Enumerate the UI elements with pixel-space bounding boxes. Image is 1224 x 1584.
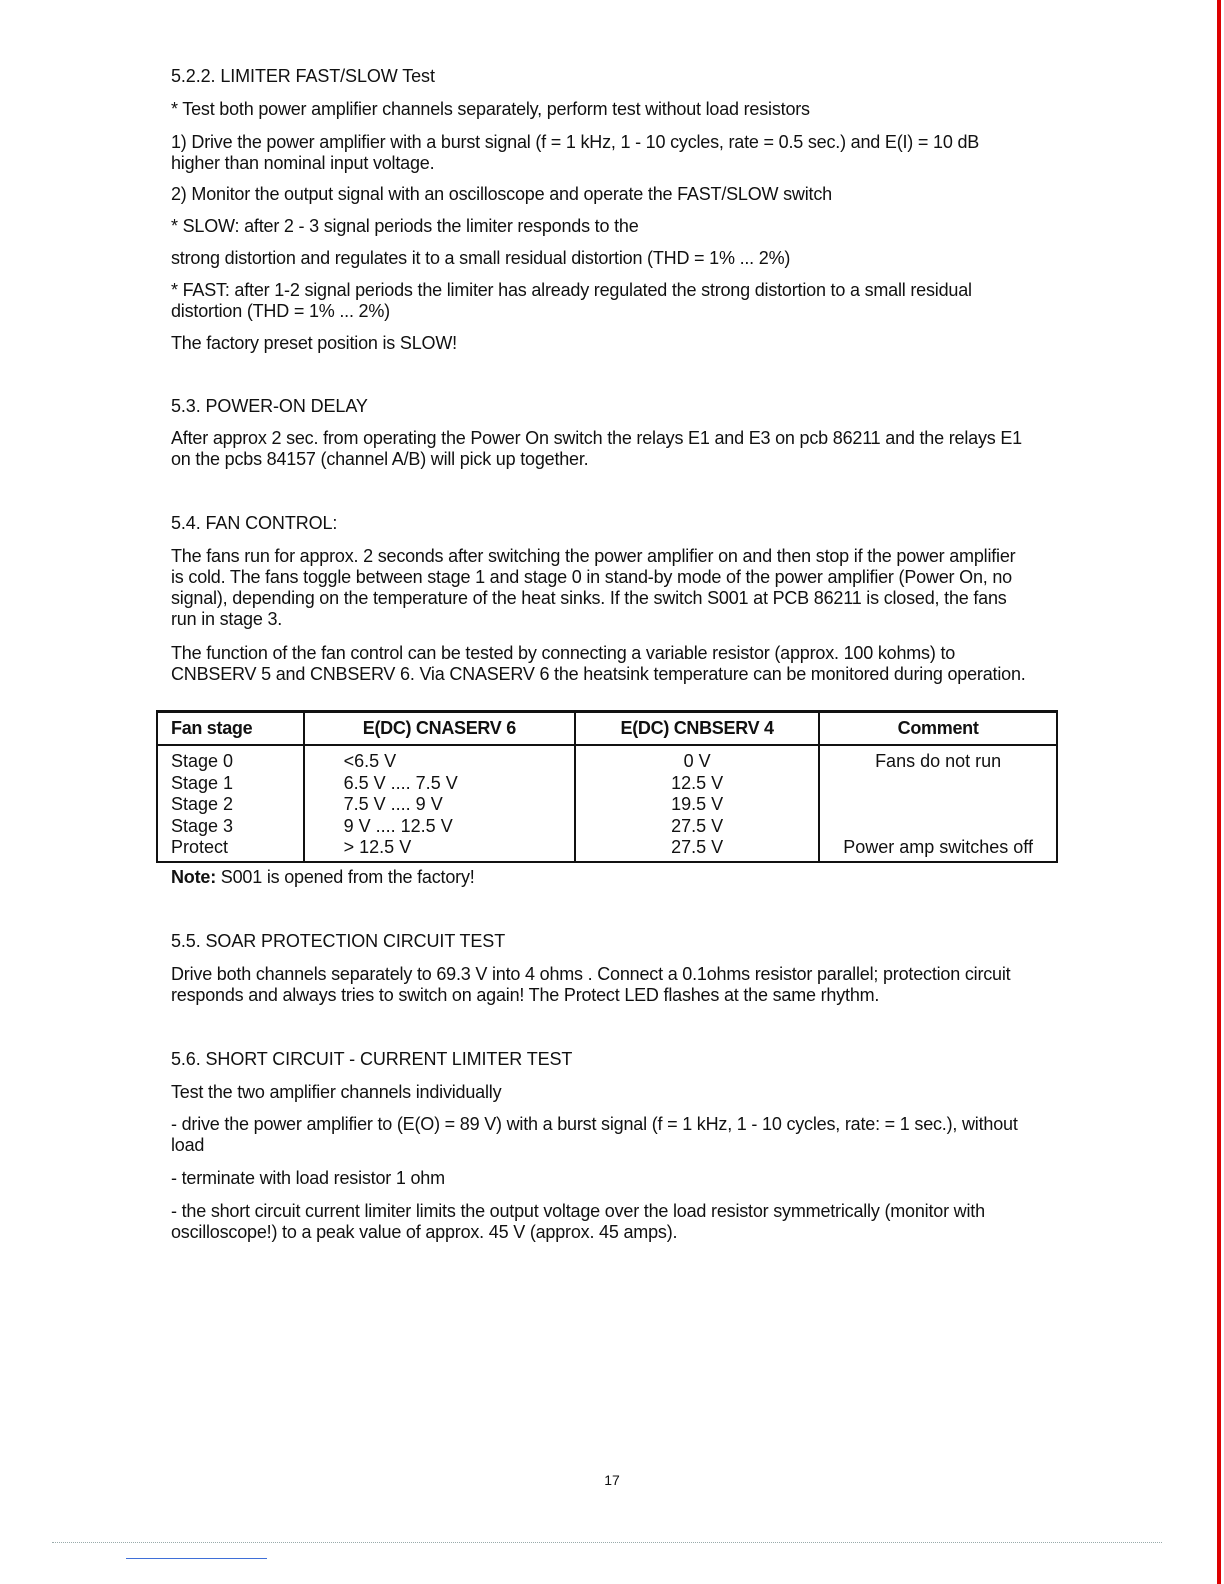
table-cell: > 12.5 V <box>343 837 412 857</box>
paragraph: * Test both power amplifier channels separately, perform test without load resistors <box>171 99 810 119</box>
paragraph: * SLOW: after 2 - 3 signal periods the limiter responds to the <box>171 216 639 236</box>
table-cell: Stage 3 <box>171 815 234 836</box>
table-header-cnaserv: E(DC) CNASERV 6 <box>304 712 575 746</box>
table-cell <box>820 773 1056 795</box>
section-heading-5-5: 5.5. SOAR PROTECTION CIRCUIT TEST <box>171 931 506 951</box>
paragraph: - the short circuit current limiter limits the output voltage over the load resistor symmetrically (monitor with oscilloscope!) to a peak value of approx. 45 V (approx. 45 amps). <box>171 1201 985 1242</box>
paragraph: The function of the fan control can be tested by connecting a variable resistor (approx. 100 kohms) to CNBSERV 5 and CNBSERV 6. Via CNASERV 6 the heatsink temperature can be monitored during operation. <box>171 643 1026 684</box>
table-header-comment: Comment <box>819 712 1057 746</box>
paragraph: After approx 2 sec. from operating the Power On switch the relays E1 and E3 on pcb 86211 and the relays E1 on the pcbs 84157 (channel A/B) will pick up together. <box>171 428 1022 469</box>
paragraph: 1) Drive the power amplifier with a burst signal (f = 1 kHz, 1 - 10 cycles, rate = 0.5 sec.) and E(I) = 10 dB higher than nominal input voltage. <box>171 132 980 173</box>
table-cell: 19.5 V <box>671 794 724 814</box>
table-header-row <box>157 712 1057 746</box>
paragraph: The factory preset position is SLOW! <box>171 333 457 353</box>
table-cell: Power amp switches off <box>843 837 1033 857</box>
paragraph: Test the two amplifier channels individually <box>171 1082 502 1102</box>
section-heading-5-3: 5.3. POWER-ON DELAY <box>171 396 368 416</box>
table-cell: 6.5 V .... 7.5 V <box>343 772 458 793</box>
table-cell <box>820 794 1056 816</box>
table-cell: 9 V .... 12.5 V <box>343 815 453 836</box>
note-label: Note: <box>171 867 216 887</box>
page-number: 17 <box>604 1472 620 1488</box>
table-header-cnbserv: E(DC) CNBSERV 4 <box>575 712 819 746</box>
paragraph: The fans run for approx. 2 seconds after switching the power amplifier on and then stop if the power amplifier is cold. The fans toggle between stage 1 and stage 0 in stand-by mode of the power amplifier (Power On, no signal), depending on the temperature of the heat sinks. If the switch S001 at PCB 86211 is closed, the fans run in stage 3. <box>171 546 1016 629</box>
table-cell: <6.5 V <box>343 751 397 771</box>
table-cell: 7.5 V .... 9 V <box>343 794 443 814</box>
cnaserv-column <box>304 745 575 862</box>
table-cell: 27.5 V <box>671 837 724 857</box>
paragraph: - terminate with load resistor 1 ohm <box>171 1168 445 1188</box>
paragraph: Drive both channels separately to 69.3 V into 4 ohms . Connect a 0.1ohms resistor parallel; protection circuit responds and always tries to switch on again! The Protect LED flashes at the same rhythm. <box>171 964 1011 1005</box>
paragraph: strong distortion and regulates it to a small residual distortion (THD = 1% ... 2%) <box>171 248 791 268</box>
table-cell: Protect <box>171 837 229 857</box>
table-cell: 27.5 V <box>671 815 724 836</box>
fan-stage-table <box>156 710 1058 863</box>
table-header-fan-stage: Fan stage <box>157 712 304 746</box>
footer-rule <box>126 1558 267 1559</box>
comment-column <box>819 745 1057 862</box>
table-note <box>171 867 475 888</box>
paragraph: - drive the power amplifier to (E(O) = 89 V) with a burst signal (f = 1 kHz, 1 - 10 cycles, rate: = 1 sec.), without load <box>171 1114 1018 1155</box>
paragraph: 2) Monitor the output signal with an oscilloscope and operate the FAST/SLOW switch <box>171 184 832 204</box>
table-cell: Fans do not run <box>875 751 1002 771</box>
table-cell: 12.5 V <box>671 772 724 793</box>
table-cell: Stage 0 <box>171 751 234 771</box>
table-cell: Stage 2 <box>171 794 234 814</box>
paragraph: * FAST: after 1-2 signal periods the limiter has already regulated the strong distortion to a small residual distortion (THD = 1% ... 2%) <box>171 280 972 321</box>
note-text: S001 is opened from the factory! <box>216 867 475 887</box>
table-cell: 0 V <box>683 751 711 771</box>
section-heading-5-2-2: 5.2.2. LIMITER FAST/SLOW Test <box>171 66 435 86</box>
table-body-row <box>157 745 1057 862</box>
cnbserv-column <box>575 745 819 862</box>
table-cell: Stage 1 <box>171 772 234 793</box>
table-cell <box>820 816 1056 838</box>
scan-edge-mark <box>1217 0 1221 1584</box>
fan-stage-column <box>157 745 304 862</box>
section-heading-5-4: 5.4. FAN CONTROL: <box>171 513 338 533</box>
footer-divider <box>52 1542 1162 1543</box>
section-heading-5-6: 5.6. SHORT CIRCUIT - CURRENT LIMITER TEST <box>171 1049 573 1069</box>
